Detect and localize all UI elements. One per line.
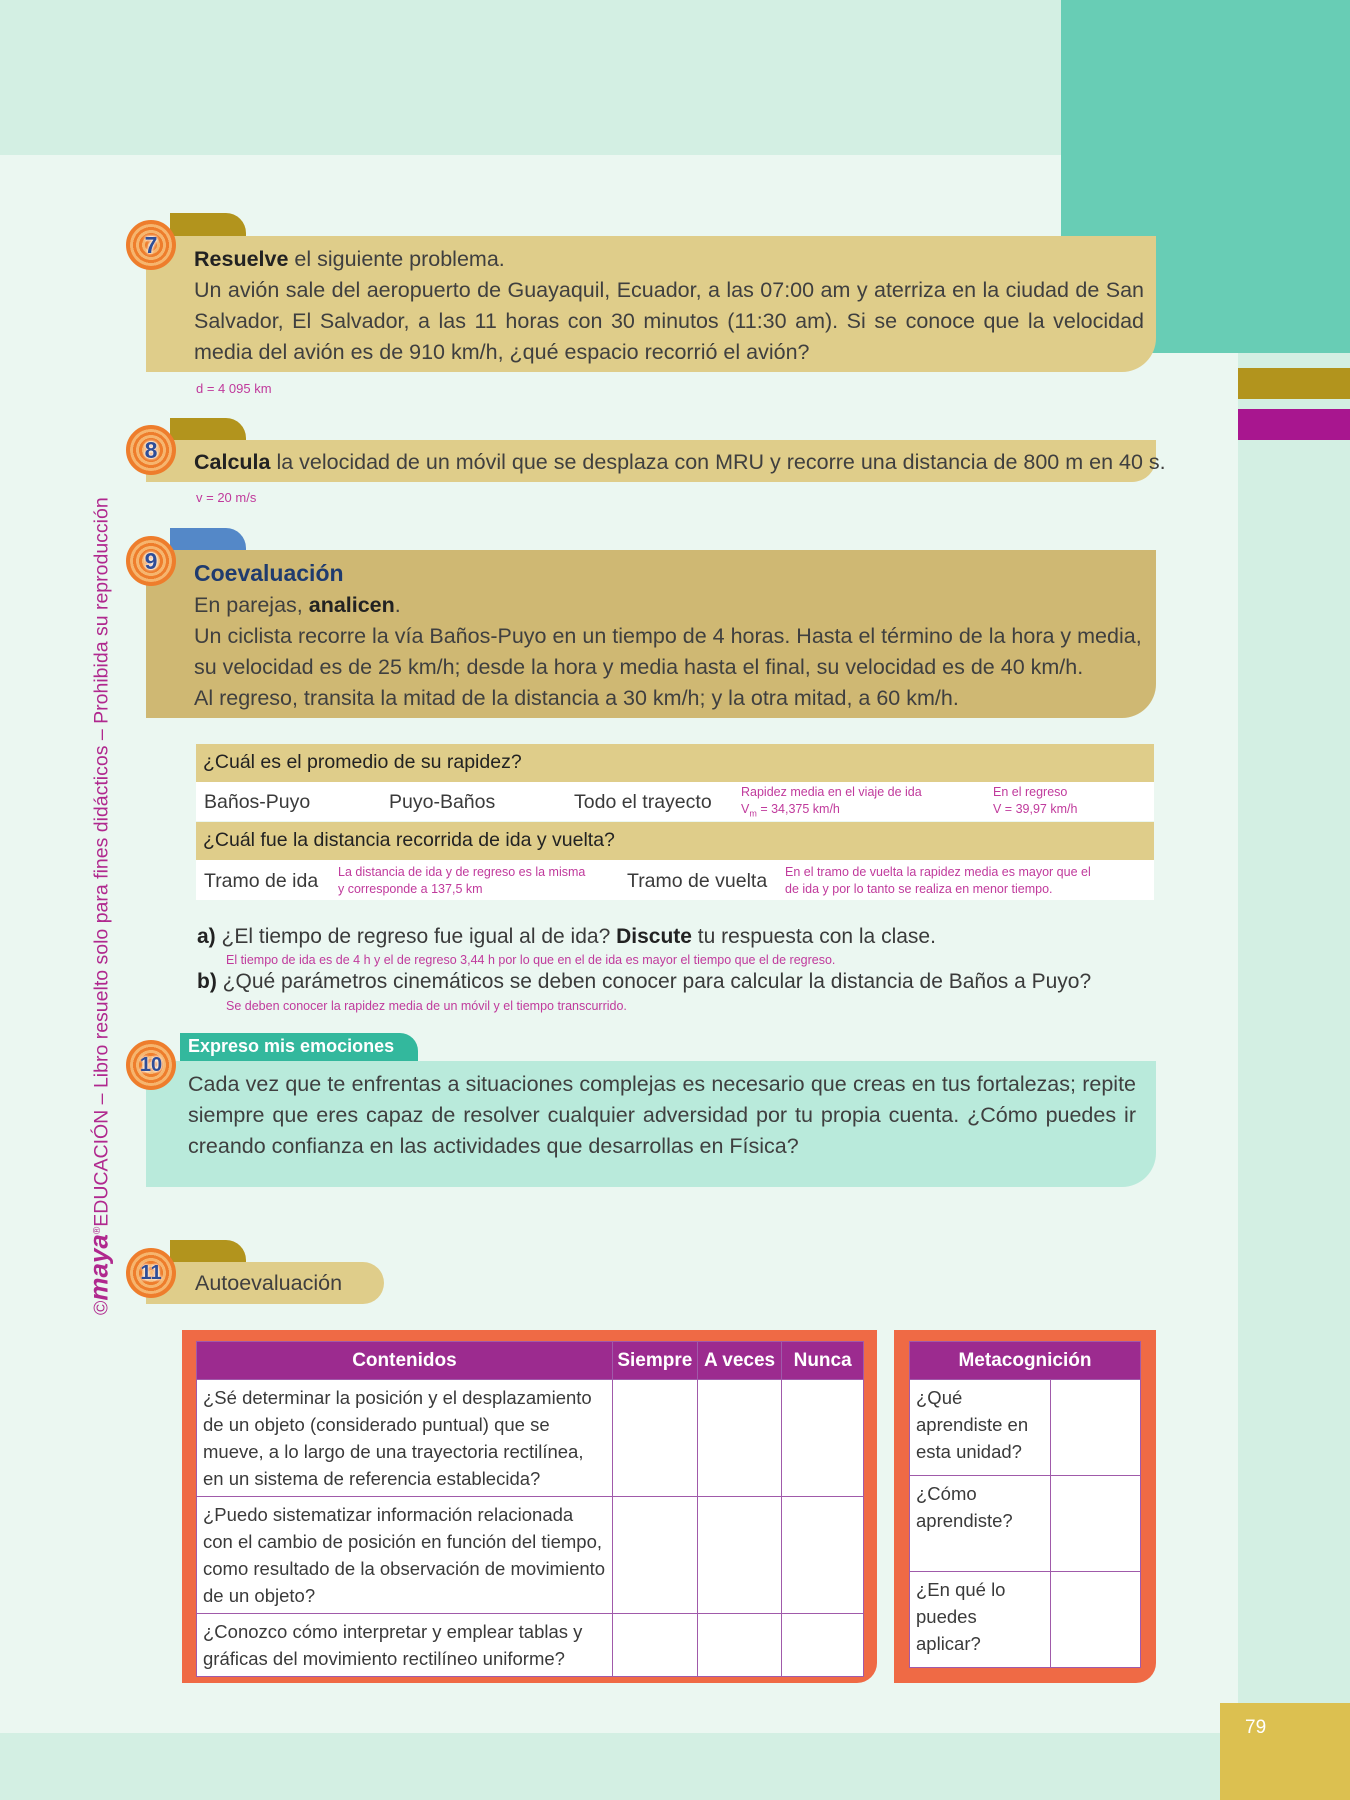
content-question: ¿Sé determinar la posición y el desplazamiento de un objeto (considerado puntual) que se mueve, a lo largo de una trayectoria rectilínea, en un sistema de referencia establecida?: [197, 1380, 613, 1497]
q9-table-question2: ¿Cuál fue la distancia recorrida de ida y vuelta?: [196, 822, 1154, 860]
q11-title-pill: [146, 1262, 384, 1304]
autoeval-table: [196, 1341, 864, 1677]
q9-number-badge: 9: [126, 536, 176, 586]
check-a-veces[interactable]: [697, 1614, 782, 1677]
magenta-side-tab: [1238, 409, 1350, 440]
check-siempre[interactable]: [612, 1380, 697, 1497]
meta-answer-cell[interactable]: [1051, 1572, 1141, 1668]
table-row: [910, 1572, 1141, 1668]
meta-header-row: [910, 1342, 1141, 1380]
meta-question: ¿En qué lo puedes aplicar?: [910, 1572, 1051, 1668]
registered-symbol: ®: [92, 1226, 103, 1235]
header-contenidos: Contenidos: [197, 1342, 613, 1380]
check-nunca[interactable]: [782, 1380, 864, 1497]
content-question: ¿Puedo sistematizar información relacionada con el cambio de posición en función del tiempo, como resultado de la observación de movimiento de un objeto?: [197, 1497, 613, 1614]
answer-regreso: En el regreso V = 39,97 km/h: [993, 785, 1078, 816]
q10-title: Expreso mis emociones: [180, 1033, 418, 1061]
q7-text: Resuelve el siguiente problema. Un avión sale del aeropuerto de Guayaquil, Ecuador, a las 07:00 am y aterriza en la ciudad de San Salvador, El Salvador, a las 11 horas con 30 minutos (11:30 am). Si se conoce que la velocidad media del avión es de 910 km/h, ¿qué espacio recorrió el avión?: [194, 247, 1144, 364]
side-copyright-text: [83, 485, 113, 1315]
copyright-symbol: ©: [90, 1300, 113, 1315]
q8-text: Calcula la velocidad de un móvil que se desplaza con MRU y recorre una distancia de 800 m en 40 s.: [194, 450, 1166, 474]
meta-answer-cell[interactable]: [1051, 1380, 1141, 1476]
q9-part-a-answer: El tiempo de ida es de 4 h y el de regreso 3,44 h por lo que en el de ida es mayor el tiempo que el de regreso.: [226, 953, 836, 967]
header-metacognicion: Metacognición: [910, 1342, 1141, 1380]
q9-text: Coevaluación En parejas, analicen. Un ciclista recorre la vía Baños-Puyo en un tiempo de 4 horas. Hasta el término de la hora y media, su velocidad es de 25 km/h; desde la hora y media hasta el final, su velocidad es de 40 km/h. Al regreso, transita la mitad de la distancia a 30 km/h; y la otra mitad, a 60 km/h.: [194, 560, 1142, 710]
content-question: ¿Conozco cómo interpretar y emplear tablas y gráficas del movimiento rectilíneo uniforme?: [197, 1614, 613, 1677]
q7-body: Un avión sale del aeropuerto de Guayaquil, Ecuador, a las 07:00 am y aterriza en la ciudad de San Salvador, El Salvador, a las 11 horas con 30 minutos (11:30 am). Si se conoce que la velocidad media del avión es de 910 km/h, ¿qué espacio recorrió el avión?: [194, 278, 1144, 364]
q8-lead: Calcula: [194, 450, 271, 474]
q10-number-badge: 10: [126, 1040, 176, 1090]
answer-rapidez-ida: Rapidez media en el viaje de ida $V_m = 34,375$ km/h: [741, 785, 922, 819]
q8-number-badge: 8: [126, 425, 176, 475]
col-banos-puyo: Baños-Puyo: [204, 791, 311, 813]
q11-ear: [170, 1240, 246, 1264]
page-number: 79: [1245, 1717, 1267, 1738]
header-a-veces: A veces: [697, 1342, 782, 1380]
check-siempre[interactable]: [612, 1497, 697, 1614]
header-nunca: Nunca: [782, 1342, 864, 1380]
q9-table-row2: [196, 860, 1154, 900]
check-nunca[interactable]: [782, 1497, 864, 1614]
q8-answer: v = 20 m/s: [196, 490, 257, 505]
q9-table-row1: [196, 782, 1154, 821]
q9-table-question1: ¿Cuál es el promedio de su rapidez?: [196, 744, 1154, 782]
side-disclaimer: EDUCACIÓN – Libro resuelto solo para fines didácticos – Prohibida su reproducción: [90, 497, 113, 1227]
q11-number-badge: 11: [126, 1248, 176, 1298]
meta-question: ¿Qué aprendiste en esta unidad?: [910, 1380, 1051, 1476]
q7-number-badge: 7: [126, 220, 176, 270]
header-siempre: Siempre: [612, 1342, 697, 1380]
q9-line2: Al regreso, transita la mitad de la distancia a 30 km/h; y la otra mitad, a 60 km/h.: [194, 686, 959, 710]
answer-tramo-ida: La distancia de ida y de regreso es la misma y corresponde a 137,5 km: [338, 865, 586, 896]
olive-side-tab: [1238, 368, 1350, 399]
table-row: [197, 1380, 864, 1497]
meta-table: [909, 1341, 1141, 1668]
q9-line1: Un ciclista recorre la vía Baños-Puyo en un tiempo de 4 horas. Hasta el término de la hora y media, su velocidad es de 25 km/h; desde la hora y media hasta el final, su velocidad es de 40 km/h.: [194, 624, 1142, 679]
table-row: [910, 1476, 1141, 1572]
table-row: [910, 1380, 1141, 1476]
q9-part-b-answer: Se deben conocer la rapidez media de un móvil y el tiempo transcurrido.: [226, 999, 627, 1013]
q7-ear: [170, 213, 246, 237]
table-row: [197, 1497, 864, 1614]
q7-lead: Resuelve: [194, 247, 289, 271]
col-todo-trayecto: Todo el trayecto: [574, 791, 712, 813]
answer-tramo-vuelta: En el tramo de vuelta la rapidez media es mayor que el de ida y por lo tanto se realiza en menor tiempo.: [785, 865, 1091, 896]
check-a-veces[interactable]: [697, 1380, 782, 1497]
q9-title: Coevaluación: [194, 560, 344, 586]
bottom-band: [0, 1733, 1350, 1800]
q10-body: Cada vez que te enfrentas a situaciones complejas es necesario que creas en tus fortalezas; repite siempre que eres capaz de resolver cualquier adversidad por tu propia cuenta. ¿Cómo puedes ir creando confianza en las actividades que desarrollas en Física?: [188, 1072, 1136, 1158]
table-row: [197, 1614, 864, 1677]
page-number-tab: [1220, 1703, 1350, 1800]
meta-answer-cell[interactable]: [1051, 1476, 1141, 1572]
q8-ear: [170, 418, 246, 442]
q9-ear: [170, 528, 246, 552]
meta-question: ¿Cómo aprendiste?: [910, 1476, 1051, 1572]
col-puyo-banos: Puyo-Baños: [389, 791, 496, 813]
q9-part-a: a) ¿El tiempo de regreso fue igual al de ida? Discute tu respuesta con la clase.: [197, 925, 936, 948]
q7-answer: d = 4 095 km: [196, 381, 272, 396]
brand-logo-text: maya: [83, 1234, 114, 1301]
q11-title: Autoevaluación: [195, 1271, 343, 1295]
q9-part-b: b) ¿Qué parámetros cinemáticos se deben conocer para calcular la distancia de Baños a Puyo?: [197, 970, 1092, 993]
check-nunca[interactable]: [782, 1614, 864, 1677]
tramo-ida: Tramo de ida: [204, 870, 319, 892]
check-siempre[interactable]: [612, 1614, 697, 1677]
check-a-veces[interactable]: [697, 1497, 782, 1614]
autoeval-header-row: [197, 1342, 864, 1380]
tramo-vuelta: Tramo de vuelta: [627, 870, 768, 892]
